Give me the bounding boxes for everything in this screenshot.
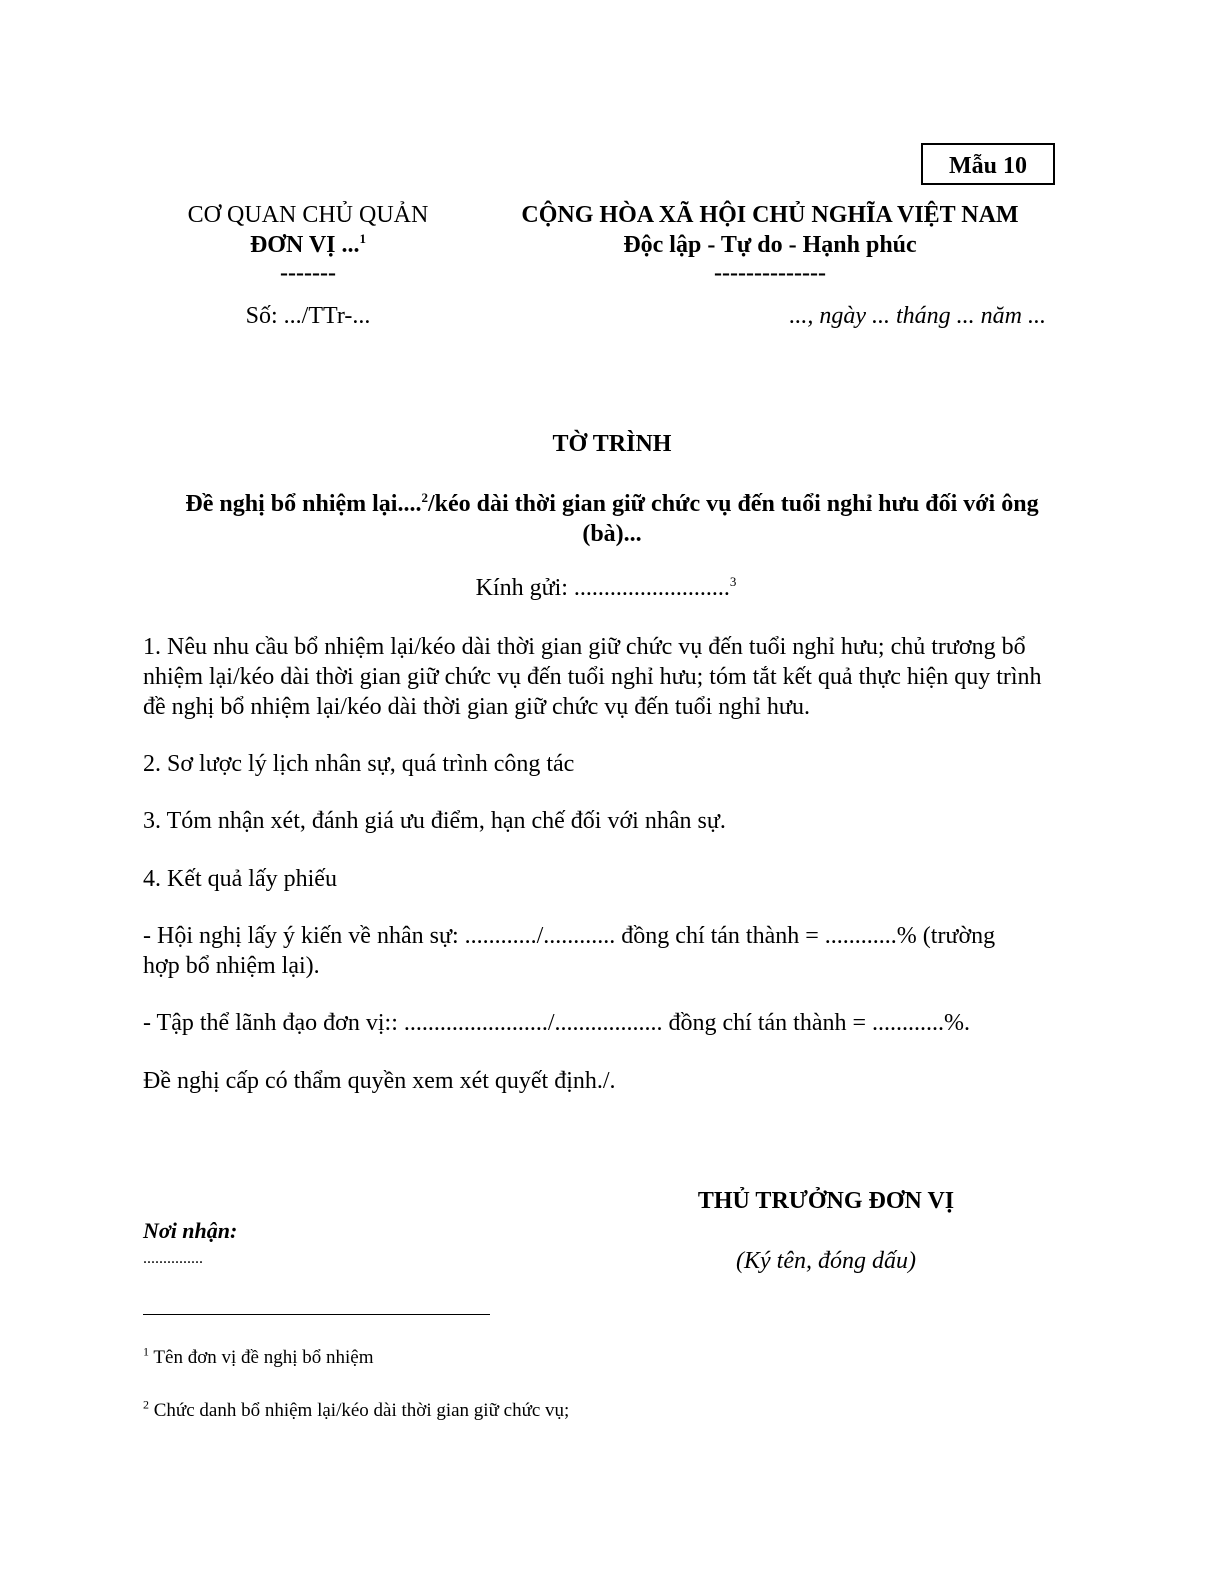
form-label: Mẫu 10 [921, 143, 1055, 185]
body-paragraph-1: 1. Nêu nhu cầu bổ nhiệm lại/kéo dài thời gian giữ chức vụ đến tuổi nghỉ hưu; chủ trương bổ nhiệm lại/kéo dài thời gian giữ chức vụ đến tuổi nghỉ hưu; tóm tắt kết quả thực hiện quy trình đề nghị bổ nhiệm lại/kéo dài thời gian giữ chức vụ đến tuổi nghỉ hưu. [143, 634, 1042, 720]
left-divider: ------- [280, 260, 336, 286]
footnote-separator [143, 1314, 490, 1315]
right-header [480, 200, 1060, 286]
body-paragraph-4: 4. Kết quả lấy phiếu [143, 866, 337, 892]
signature-note: (Ký tên, đóng dấu) [736, 1248, 916, 1274]
nation-name: CỘNG HÒA XÃ HỘI CHỦ NGHĨA VIỆT NAM [521, 202, 1019, 228]
right-divider: -------------- [714, 260, 826, 286]
recipients-value: ............... [143, 1250, 203, 1267]
recipient-line: Kính gửi: ..........................$^3$ [475, 574, 737, 601]
signature-title: THỦ TRƯỞNG ĐƠN VỊ [697, 1188, 955, 1214]
doc-number: Số: .../TTr-... [245, 303, 371, 329]
left-header [160, 200, 456, 286]
footnote-mark: 2 [421, 490, 428, 505]
body-paragraph-2: 2. Sơ lược lý lịch nhân sự, quá trình công tác [143, 751, 575, 777]
body-paragraph-3: 3. Tóm nhận xét, đánh giá ưu điểm, hạn chế đối với nhân sự. [143, 808, 726, 834]
body-paragraph-7: Đề nghị cấp có thẩm quyền xem xét quyết định./. [143, 1068, 616, 1094]
footnote-1: $^1$ Tên đơn vị đề nghị bổ nhiệm [143, 1344, 374, 1368]
subtitle-line-2: (bà)... [582, 521, 642, 547]
body-paragraph-5: - Hội nghị lấy ý kiến về nhân sự: ............/............ đồng chí tán thành = ............% (trường hợp bổ nhiệm lại). [143, 923, 996, 979]
recipients-label: Nơi nhận: [143, 1218, 238, 1243]
agency-name: CƠ QUAN CHỦ QUẢN [187, 202, 429, 228]
unit-name: ĐƠN VỊ ...$^1$ [249, 231, 367, 258]
footnote-mark: 2 [143, 1397, 149, 1412]
subtitle-line-1: Đề nghị bổ nhiệm lại....$^2$/kéo dài thời gian giữ chức vụ đến tuổi nghỉ hưu đối với ông [185, 490, 1039, 517]
document-subtitle [100, 489, 1124, 549]
date-line: ..., ngày ... tháng ... năm ... [789, 303, 1046, 329]
footnote-mark: 3 [729, 574, 737, 589]
document-title: TỜ TRÌNH [552, 431, 672, 457]
footnote-2: $^2$ Chức danh bổ nhiệm lại/kéo dài thời gian giữ chức vụ; [143, 1397, 570, 1421]
motto: Độc lập - Tự do - Hạnh phúc [623, 232, 917, 258]
footnote-mark: 1 [359, 231, 367, 246]
body-paragraph-6: - Tập thể lãnh đạo đơn vị:: ......................../.................. đồng chí tán thành = ............%. [143, 1010, 971, 1036]
footnote-mark: 1 [143, 1344, 149, 1359]
